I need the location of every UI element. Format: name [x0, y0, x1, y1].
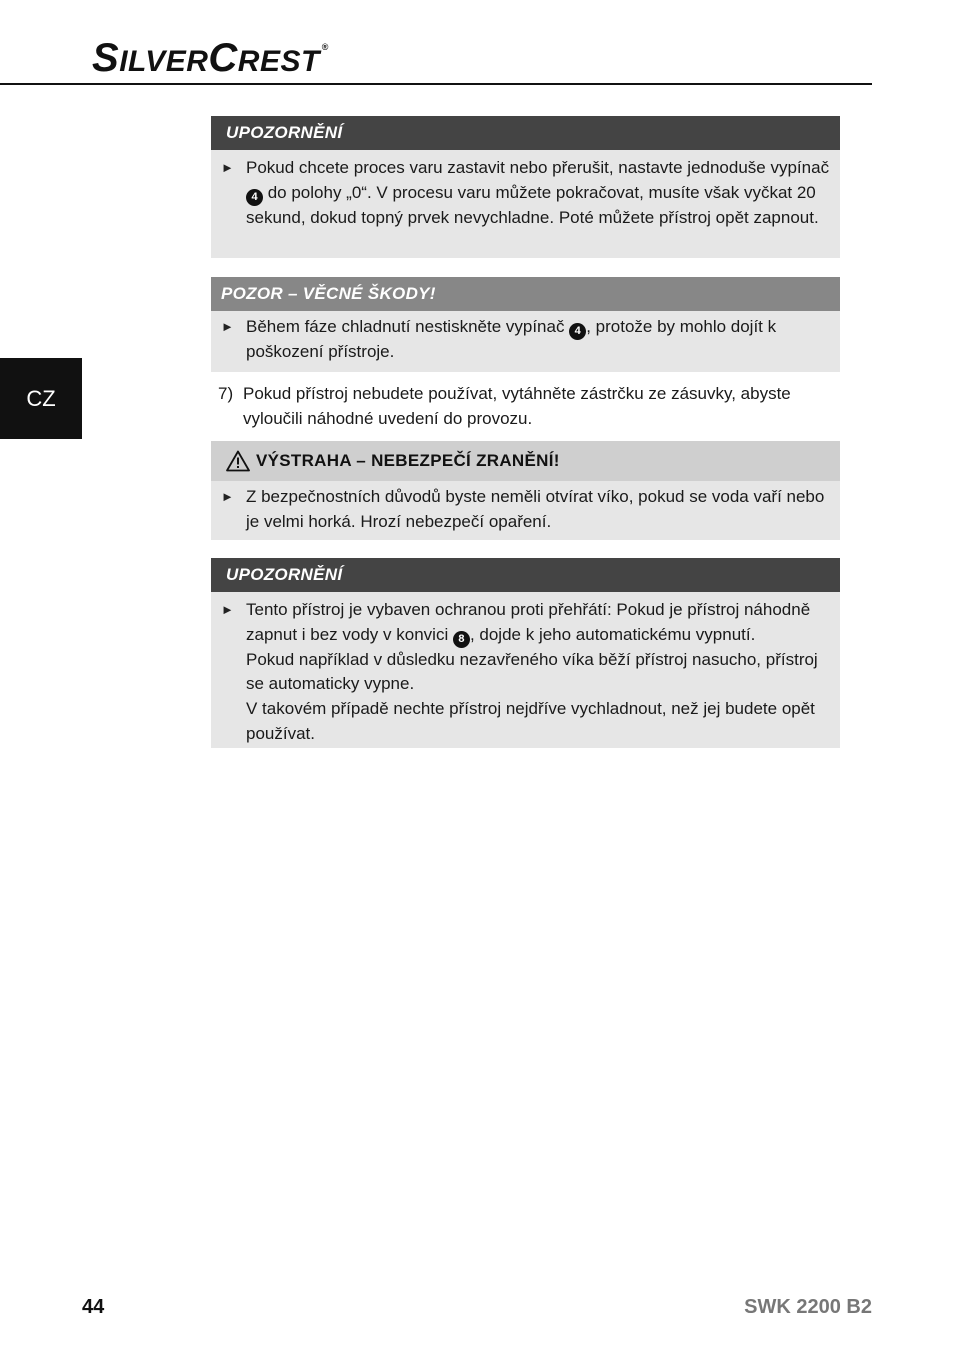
warning-box-title-bar [211, 441, 840, 481]
notice-box-2-body [211, 592, 840, 755]
warning-box [211, 441, 840, 540]
model-number: SWK 2200 B2 [744, 1296, 872, 1318]
notice-2-paragraph-1 [246, 598, 832, 648]
notice-2-paragraph-2: Pokud například v důsledku nezavřeného víka běží přístroj nasucho, přístroj se automaticky vypne. [246, 649, 818, 694]
part-number-badge: 8 [453, 631, 470, 648]
notice-box-1 [211, 116, 840, 258]
logo-letter-c: C [208, 36, 238, 80]
warning-text: Z bezpečnostních důvodů byste neměli otvírat víko, pokud se voda vaří nebo je velmi horká. Hrozí nebezpečí opaření. [246, 487, 825, 531]
notice-box-1-body [211, 150, 840, 238]
caution-box-title: POZOR – VĚCNÉ ŠKODY! [211, 277, 840, 311]
brand-logo [92, 36, 329, 81]
page-number: 44 [82, 1296, 105, 1318]
warning-box-title: VÝSTRAHA – NEBEZPEČÍ ZRANĚNÍ! [256, 451, 560, 470]
notice-1-text-a: Pokud chcete proces varu zastavit nebo přerušit, nastavte jednoduše vypínač [246, 158, 830, 177]
part-number-badge: 4 [246, 189, 263, 206]
registered-mark: ® [321, 42, 329, 52]
notice-2-text-a: Tento přístroj je vybaven ochranou proti přehřátí: Pokud je přístroj náhodně zapnut i bez vody v konvici [246, 600, 811, 644]
logo-text-rest: REST [237, 45, 320, 78]
part-number-badge: 4 [569, 323, 586, 340]
language-code: CZ [26, 385, 56, 411]
logo-letter-s: S [92, 36, 120, 80]
notice-2-text-b: , dojde k jeho automatickému vypnutí. [469, 624, 756, 644]
bullet-arrow-icon: ► [221, 602, 234, 617]
bullet-arrow-icon: ► [221, 160, 234, 175]
caution-text-a: Během fáze chladnutí nestiskněte vypínač [246, 317, 570, 336]
warning-triangle-icon [226, 450, 250, 472]
step-text: Pokud přístroj nebudete používat, vytáhněte zástrčku ze zásuvky, abyste vyloučili náhodné uvedení do provozu. [243, 384, 791, 428]
notice-box-2-title: UPOZORNĚNÍ [211, 558, 840, 592]
bullet-arrow-icon: ► [221, 489, 234, 504]
notice-2-paragraph-3: V takovém případě nechte přístroj nejdříve vychladnout, než jej budete opět používat. [246, 699, 815, 743]
notice-1-text-b: do polohy „0“. V procesu varu můžete pokračovat, musíte však vyčkat 20 sekund, dokud topný prvek nevychladne. Poté můžete přístroj opět zapnout. [246, 182, 819, 227]
bullet-arrow-icon: ► [221, 319, 234, 334]
header-divider [0, 83, 872, 85]
step-number: 7) [218, 384, 234, 403]
notice-box-2 [211, 558, 840, 748]
caution-text-b: , protože by mohlo dojít k poškození přístroje. [246, 317, 777, 361]
warning-box-body [211, 481, 840, 542]
caution-box-body [211, 311, 840, 373]
logo-text-ilver: ILVER [119, 45, 209, 78]
language-tab [0, 358, 82, 439]
caution-box [211, 277, 840, 372]
instruction-step-7 [218, 381, 838, 431]
notice-box-1-title: UPOZORNĚNÍ [211, 116, 840, 150]
